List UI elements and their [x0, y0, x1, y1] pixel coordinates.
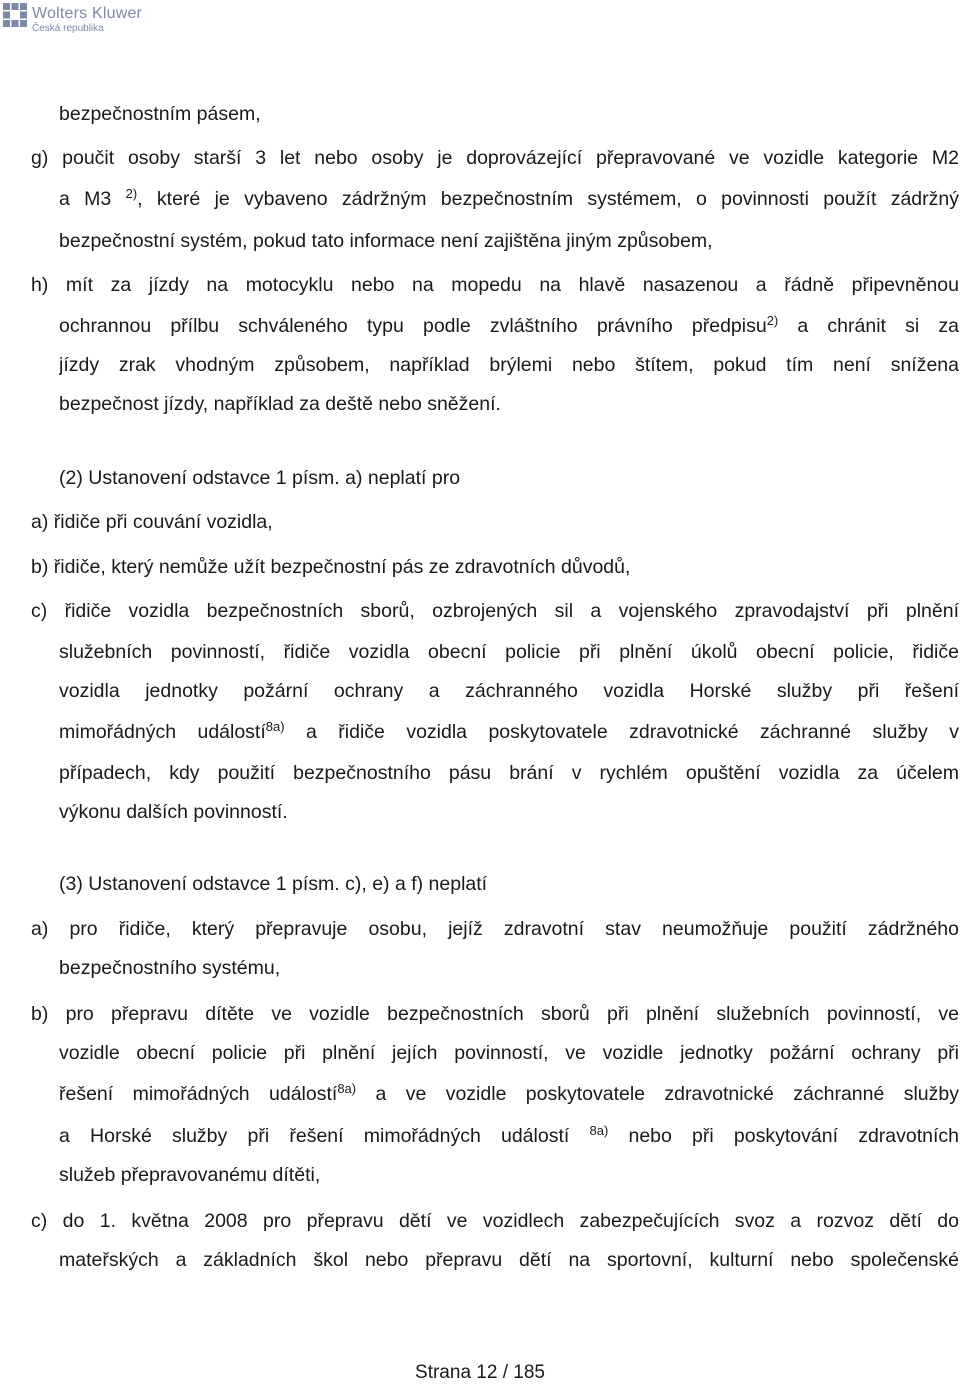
text-line: služebních povinností, řidiče vozidla obecní policie při plnění úkolů obecní policie, řidiče [59, 641, 959, 663]
text-line: c) do 1. května 2008 pro přepravu dětí ve vozidlech zabezpečujících svoz a rozvoz dětí do [31, 1210, 959, 1232]
text-line: h) mít za jízdy na motocyklu nebo na mopedu na hlavě nasazenou a řádně připevněnou [31, 274, 959, 296]
footnote-ref: 8a) [589, 1123, 609, 1138]
footnote-ref: 8a) [337, 1081, 357, 1096]
footnote-ref: 8a) [265, 719, 285, 734]
text-line: vozidle obecní policie při plnění jejích povinností, ve vozidle jednotky požární ochrany při [59, 1042, 959, 1064]
logo-name: Wolters Kluwer [32, 5, 143, 22]
text-line: mimořádných událostí$^{8a)}$ a řidiče vozidla poskytovatele zdravotnické záchranné služby v [59, 719, 959, 743]
text-line: ochrannou přílbu schváleného typu podle zvláštního právního předpisu$^{2)}$ a chránit si za [59, 313, 959, 337]
section-heading: (2) Ustanovení odstavce 1 písm. a) neplatí pro [59, 467, 461, 489]
text-line: bezpečnostní systém, pokud tato informace není zajištěna jiným způsobem, [59, 230, 713, 252]
text-line: jízdy zrak vhodným způsobem, například brýlemi nebo štítem, pokud tím není snížena [59, 354, 959, 376]
footnote-ref: 2) [766, 313, 779, 328]
text-line: bezpečnost jízdy, například za deště nebo sněžení. [59, 393, 501, 415]
text-line: případech, kdy použití bezpečnostního pásu brání v rychlém opuštění vozidla za účelem [59, 762, 959, 784]
text-line: bezpečnostním pásem, [59, 103, 261, 125]
text-line: výkonu dalších povinností. [59, 801, 288, 823]
footnote-ref: 2) [125, 186, 138, 201]
text-line: a) řidiče při couvání vozidla, [31, 511, 273, 533]
text-line: c) řidiče vozidla bezpečnostních sborů, ozbrojených sil a vojenského zpravodajství při plnění [31, 600, 959, 622]
section-heading: (3) Ustanovení odstavce 1 písm. c), e) a f) neplatí [59, 873, 488, 895]
text-line: mateřských a základních škol nebo přepravu dětí na sportovní, kulturní nebo společenské [59, 1249, 959, 1271]
page-number: Strana 12 / 185 [415, 1362, 545, 1383]
text-line: b) pro přepravu dítěte ve vozidle bezpečnostních sborů při plnění služebních povinností, ve [31, 1003, 959, 1025]
logo-subtitle: Česká republika [32, 23, 104, 34]
text-line: a Horské služby při řešení mimořádných událostí $^{8a)}$ nebo při poskytování zdravotních [59, 1123, 959, 1147]
text-line: a M3 $^{2)}$, které je vybaveno zádržným bezpečnostním systémem, o povinnosti použít zádržný [59, 186, 959, 210]
logo-mark-icon [2, 2, 28, 28]
text-line: řešení mimořádných událostí$^{8a)}$ a ve vozidle poskytovatele zdravotnické záchranné služby [59, 1081, 959, 1105]
text-line: služeb přepravovanému dítěti, [59, 1164, 321, 1186]
text-line: b) řidiče, který nemůže užít bezpečnostní pás ze zdravotních důvodů, [31, 556, 631, 578]
text-line: a) pro řidiče, který přepravuje osobu, jejíž zdravotní stav neumožňuje použití zádržného [31, 918, 959, 940]
wolters-kluwer-logo [2, 2, 142, 34]
text-line: bezpečnostního systému, [59, 957, 281, 979]
text-line: g) poučit osoby starší 3 let nebo osoby je doprovázející přepravované ve vozidle kategorie M2 [31, 147, 959, 169]
text-line: vozidla jednotky požární ochrany a záchranného vozidla Horské služby při řešení [59, 680, 959, 702]
